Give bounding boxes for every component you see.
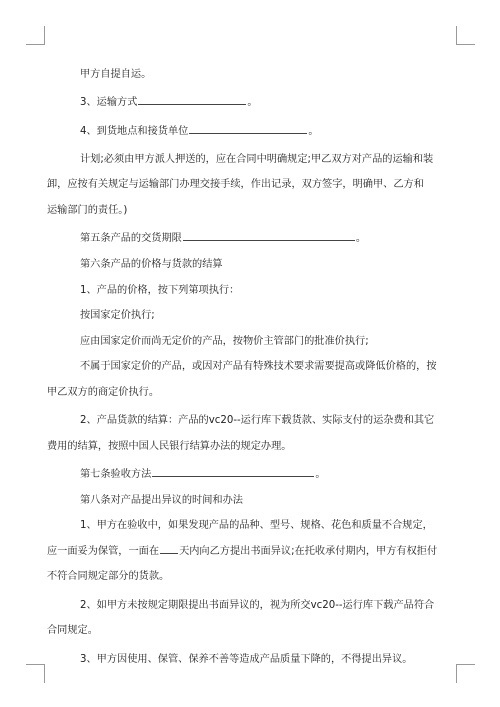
objection-days-blank [160,541,178,554]
payment-settlement-line-2: 费用的结算，按照中国人民银行结算办法的规定办理。 [47,440,292,452]
delivery-period-end: 。 [355,233,367,245]
negotiated-price-line-2: 甲乙双方的商定价执行。 [47,386,160,398]
paragraph-self-transport: 甲方自提自运。 [80,69,152,80]
payment-settlement-line-1: 2、产品货款的结算：产品的vc20--运行库下载货款、实际支付的运杂费和其它 [80,415,435,427]
crop-mark-top-right [456,26,475,45]
article-5-delivery-period [80,226,435,252]
delivery-location-end: 。 [308,125,319,137]
approved-price-clause: 应由国家定价而尚无定价的产品，按物价主管部门的批准价执行; [80,335,369,347]
price-clause: 1、产品的价格，按下列第项执行： [80,284,240,296]
objection-clause-1 [47,513,438,590]
escort-plan-line-2: 卸，应按有关规定与运输部门办理交接手续，作出记录，双方签字，明确甲、乙方和 [47,179,424,191]
objection-clause-2-line-2: 合同规定。 [47,625,98,637]
objection-clause-3: 3、甲方因使用、保管、保养不善等造成产品质量下降的，不得提出异议。 [80,653,413,665]
negotiated-price-clause [47,354,437,405]
document-page [47,62,438,672]
delivery-location-label: 4、到货地点和接货单位 [80,125,189,137]
article-8-heading: 第八条对产品提出异议的时间和办法 [80,494,243,506]
objection-clause-1-line-1: 1、甲方在验收中，如果发现产品的品种、型号、规格、花色和质量不合规定， [80,520,433,532]
crop-mark-top-left [26,26,45,45]
transport-method-blank [138,92,246,105]
escort-plan-line-1: 计划;必须由甲方派人押送的，应在合同中明确规定;甲乙双方对产品的运输和装 [80,153,434,165]
payment-settlement-clause [47,408,435,459]
objection-clause-2-line-1: 2、如甲方未按规定期限提出书面异议的，视为所交vc20--运行库下载产品符合 [80,599,435,611]
escort-plan-line-3: 运输部门的责任。) [47,205,128,217]
acceptance-method-end: 。 [315,469,326,481]
transport-method-label: 3、运输方式 [80,97,138,109]
delivery-location-blank [189,121,307,134]
delivery-period-blank [183,228,355,241]
objection-clause-2 [47,593,435,644]
objection-days-prefix: 应一面妥为保管，一面在 [47,545,160,557]
paragraph-transport-method [80,90,435,116]
article-6-heading: 第六条产品的价格与货款的结算 [80,258,223,270]
article-7-acceptance [80,462,435,488]
paragraph-delivery-location [80,119,435,145]
delivery-period-label: 第五条产品的交货期限 [80,233,182,245]
crop-mark-bottom-left [26,664,45,683]
acceptance-method-label: 第七条验收方法 [80,469,152,481]
paragraph-escort-plan [47,147,435,224]
transport-method-end: 。 [247,97,258,109]
crop-mark-bottom-right [456,664,475,683]
acceptance-method-blank [152,464,314,477]
objection-clause-1-line-2 [47,539,438,565]
objection-days-suffix: 天内向乙方提出书面异议;在托收承付期内，甲方有权拒付 [179,545,438,557]
state-price-clause: 按国家定价执行; [80,310,155,322]
objection-clause-1-line-3: 不符合同规定部分的货款。 [47,571,170,583]
negotiated-price-line-1: 不属于国家定价的产品，或因对产品有特殊技术要求需要提高或降低价格的，按 [80,361,437,373]
